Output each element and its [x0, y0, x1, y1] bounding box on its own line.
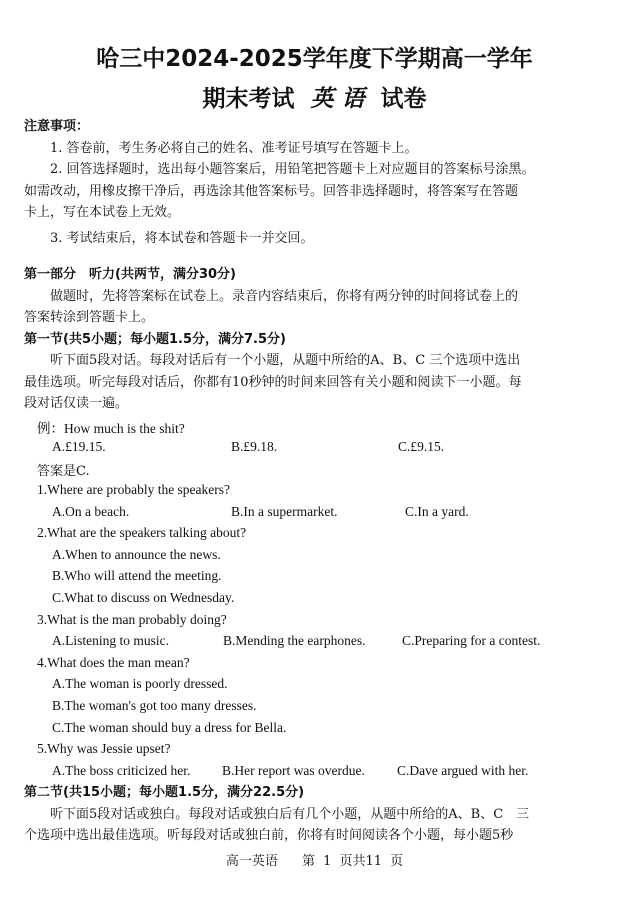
example-question: 例：How much is the shit?: [37, 421, 185, 436]
question-5-option-b: B.Her report was overdue.: [222, 763, 365, 778]
part1-intro-line2: 答案转涂到答题卡上。: [24, 310, 155, 325]
question-2-option-a: A.When to announce the news.: [52, 547, 221, 562]
question-5-option-c: C.Dave argued with her.: [397, 763, 529, 778]
part1-heading: 第一部分 听力(共两节，满分30分): [24, 267, 236, 282]
question-5: 5.Why was Jessie upset?: [37, 741, 171, 756]
question-1-option-b: B.In a supermarket.: [231, 504, 338, 519]
question-4-option-b: B.The woman's got too many dresses.: [52, 698, 257, 713]
example-answer: 答案是C.: [37, 464, 90, 479]
example-option-b: B.£9.18.: [231, 439, 278, 454]
example-option-c: C.£9.15.: [398, 439, 445, 454]
question-2-option-b: B.Who will attend the meeting.: [52, 568, 222, 583]
section1-intro-line2: 最佳选项。听完每段对话后，你都有10秒钟的时间来回答有关小题和阅读下一小题。每: [24, 374, 522, 390]
part1-intro-line1: 做题时，先将答案标在试卷上。录音内容结束后，你将有两分钟的时间将试卷上的: [50, 288, 519, 304]
question-1-option-c: C.In a yard.: [405, 504, 469, 519]
notes-item-2-line1: 2. 回答选择题时，选出每小题答案后，用铅笔把答题卡上对应题目的答案标号涂黑。: [50, 162, 535, 177]
notes-item-1: 1. 答卷前，考生务必将自己的姓名、准考证号填写在答题卡上。: [50, 140, 418, 156]
question-1: 1.Where are probably the speakers?: [37, 482, 231, 497]
question-3-option-c: C.Preparing for a contest.: [402, 633, 541, 648]
section2: [24, 782, 604, 847]
exam-title-line1: 哈三中2024-2025学年度下学期高一学年: [96, 46, 533, 72]
footer-subject: 高一英语: [225, 854, 278, 869]
section1-intro-line3: 段对话仅读一遍。: [24, 396, 129, 411]
exam-type: 期末考试: [202, 86, 295, 112]
question-3-option-b: B.Mending the earphones.: [223, 633, 366, 648]
section2-intro-line2: 个选项中选出最佳选项。听每段对话或独白前，你将有时间阅读各个小题，每小题5秒: [24, 828, 514, 843]
notes-heading: 注意事项：: [24, 119, 90, 134]
question-4: 4.What does the man mean?: [37, 655, 190, 670]
question-3: 3.What is the man probably doing?: [37, 612, 227, 627]
notes-item-2-line2: 如需改动，用橡皮擦干净后，再选涂其他答案标号。回答非选择题时，将答案写在答题: [24, 183, 519, 199]
section2-intro-line1: 听下面5段对话或独白。每段对话或独白后有几个小题，从题中所给的A、B、C 三: [50, 806, 530, 822]
part1-section: [24, 264, 604, 415]
section1-intro-line1: 听下面5段对话。每段对话后有一个小题，从题中所给的A、B、C 三个选项中选出: [50, 353, 521, 368]
notes-item-2-line3: 卡上，写在本试卷上无效。: [24, 205, 181, 220]
exam-paper: 试卷: [380, 86, 427, 112]
notes-item-3: 3. 考试结束后，将本试卷和答题卡一并交回。: [50, 230, 314, 246]
example-option-a: A.£19.15.: [52, 439, 106, 454]
footer-page-number: 第 1 页共11 页: [301, 854, 404, 869]
page-footer: [0, 850, 629, 869]
section1-heading: 第一节(共5小题；每小题1.5分，满分7.5分): [24, 331, 286, 347]
question-4-option-c: C.The woman should buy a dress for Bella.: [52, 720, 287, 735]
question-1-option-a: A.On a beach.: [52, 504, 130, 519]
notes-section: [24, 116, 604, 249]
question-4-option-a: A.The woman is poorly dressed.: [52, 676, 228, 691]
question-2-option-c: C.What to discuss on Wednesday.: [52, 590, 235, 605]
question-2: 2.What are the speakers talking about?: [37, 525, 247, 540]
question-5-option-a: A.The boss criticized her.: [52, 763, 191, 778]
section2-heading: 第二节(共15小题；每小题1.5分，满分22.5分): [24, 785, 305, 800]
exam-title-line2: [0, 80, 629, 113]
exam-subject: 英 语: [310, 85, 365, 112]
question-3-option-a: A.Listening to music.: [52, 633, 169, 648]
